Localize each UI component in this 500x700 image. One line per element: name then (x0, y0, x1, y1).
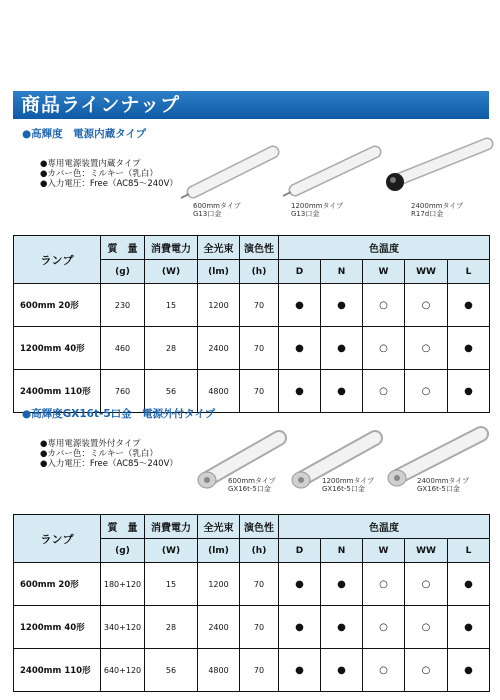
cell-ct-d: ● (279, 327, 321, 370)
cell-ct-n: ● (321, 370, 363, 413)
lamp-label-2400-builtin: 2400mmタイプ R17d口金 (411, 202, 464, 218)
ct-col-n: N (321, 539, 363, 563)
unit-flux: (lm) (198, 539, 240, 563)
cell-ra: 70 (240, 563, 279, 606)
cell-ra: 70 (240, 284, 279, 327)
bullet-input-voltage: ●入力電圧：Free（AC85～240V） (40, 459, 178, 469)
cell-ct-w: ○ (363, 327, 405, 370)
cell-ct-w: ○ (363, 370, 405, 413)
cell-ct-d: ● (279, 284, 321, 327)
cell-ra: 70 (240, 370, 279, 413)
cell-ct-n: ● (321, 327, 363, 370)
row-lamp-name: 1200mm 40形 (14, 327, 101, 370)
cell-power: 15 (145, 284, 198, 327)
cell-ct-l: ● (448, 606, 490, 649)
banner-title: 商品ラインナップ (21, 94, 181, 116)
header-color-rendering: 演色性 (240, 236, 279, 260)
table-row (14, 606, 490, 649)
header-color-temperature: 色温度 (279, 515, 490, 539)
bullet-cover-color: ●カバー色：ミルキー（乳白） (40, 169, 158, 179)
ct-col-l: L (448, 539, 490, 563)
cell-ct-l: ● (448, 563, 490, 606)
tube-600mm-g13 (181, 152, 273, 198)
cell-ct-d: ● (279, 606, 321, 649)
row-lamp-name: 2400mm 110形 (14, 370, 101, 413)
cell-flux: 1200 (198, 563, 240, 606)
cell-flux: 2400 (198, 606, 240, 649)
ct-col-n: N (321, 260, 363, 284)
cell-power: 56 (145, 370, 198, 413)
cell-ct-ww: ○ (405, 649, 448, 692)
cell-weight: 230 (101, 284, 145, 327)
row-lamp-name: 2400mm 110形 (14, 649, 101, 692)
table-row (14, 327, 490, 370)
row-lamp-name: 600mm 20形 (14, 563, 101, 606)
header-power: 消費電力 (145, 515, 198, 539)
cell-ct-ww: ○ (405, 327, 448, 370)
row-lamp-name: 1200mm 40形 (14, 606, 101, 649)
table-row (14, 284, 490, 327)
header-weight: 質 量 (101, 236, 145, 260)
bullet-power-type: ●専用電源装置外付タイプ (40, 439, 141, 449)
cell-ct-w: ○ (363, 649, 405, 692)
header-flux: 全光束 (198, 236, 240, 260)
header-weight: 質 量 (101, 515, 145, 539)
section-title-builtin-power: ●高輝度 電源内蔵タイプ (22, 128, 147, 140)
cell-ct-l: ● (448, 370, 490, 413)
row-lamp-name: 600mm 20形 (14, 284, 101, 327)
ct-col-w: W (363, 539, 405, 563)
spec-table-external (13, 514, 490, 692)
unit-power: (W) (145, 260, 198, 284)
table-row (14, 649, 490, 692)
cell-ra: 70 (240, 327, 279, 370)
cell-power: 15 (145, 563, 198, 606)
unit-flux: (lm) (198, 260, 240, 284)
lineup-banner (13, 91, 489, 119)
cell-flux: 1200 (198, 284, 240, 327)
ct-col-w: W (363, 260, 405, 284)
header-lamp: ランプ (14, 236, 101, 284)
lamp-label-1200-builtin: 1200mmタイプ G13口金 (291, 202, 344, 218)
cell-power: 56 (145, 649, 198, 692)
cell-ct-ww: ○ (405, 284, 448, 327)
header-color-rendering: 演色性 (240, 515, 279, 539)
unit-weight: (g) (101, 260, 145, 284)
cell-ct-n: ● (321, 606, 363, 649)
cell-weight: 640+120 (101, 649, 145, 692)
cell-weight: 760 (101, 370, 145, 413)
cell-ct-n: ● (321, 649, 363, 692)
lamp-label-600-external: 600mmタイプ GX16t-5口金 (228, 477, 276, 493)
cell-weight: 180+120 (101, 563, 145, 606)
spec-bullets-builtin (40, 159, 178, 189)
cell-flux: 4800 (198, 370, 240, 413)
lamp-label-2400-external: 2400mmタイプ GX16t-5口金 (417, 477, 470, 493)
ct-col-d: D (279, 539, 321, 563)
spec-table-builtin (13, 235, 490, 413)
cell-ra: 70 (240, 606, 279, 649)
cell-ct-w: ○ (363, 606, 405, 649)
cell-weight: 460 (101, 327, 145, 370)
cell-ra: 70 (240, 649, 279, 692)
lamp-label-1200-external: 1200mmタイプ GX16t-5口金 (322, 477, 375, 493)
section-title-external-power: ●高輝度GX16t-5口金 電源外付タイプ (22, 408, 216, 420)
cell-power: 28 (145, 327, 198, 370)
bullet-power-type: ●専用電源装置内蔵タイプ (40, 159, 141, 169)
cell-ct-w: ○ (363, 284, 405, 327)
ct-col-l: L (448, 260, 490, 284)
table-row (14, 563, 490, 606)
cell-ct-d: ● (279, 370, 321, 413)
cell-ct-ww: ○ (405, 563, 448, 606)
header-lamp: ランプ (14, 515, 101, 563)
cell-ct-l: ● (448, 649, 490, 692)
ct-col-ww: WW (405, 539, 448, 563)
cell-power: 28 (145, 606, 198, 649)
cell-ct-w: ○ (363, 563, 405, 606)
cell-ct-d: ● (279, 649, 321, 692)
header-flux: 全光束 (198, 515, 240, 539)
header-power: 消費電力 (145, 236, 198, 260)
ct-col-d: D (279, 260, 321, 284)
bullet-cover-color: ●カバー色：ミルキー（乳白） (40, 449, 158, 459)
spec-bullets-external (40, 439, 178, 469)
cell-ct-n: ● (321, 563, 363, 606)
unit-ra: (h) (240, 539, 279, 563)
unit-weight: (g) (101, 539, 145, 563)
cell-weight: 340+120 (101, 606, 145, 649)
cell-ct-ww: ○ (405, 370, 448, 413)
cell-flux: 2400 (198, 327, 240, 370)
cell-ct-n: ● (321, 284, 363, 327)
lamp-illustrations-builtin (175, 140, 495, 210)
cell-ct-ww: ○ (405, 606, 448, 649)
header-color-temperature: 色温度 (279, 236, 490, 260)
cell-ct-d: ● (279, 563, 321, 606)
tube-1200mm-g13 (283, 152, 375, 196)
ct-col-ww: WW (405, 260, 448, 284)
cell-ct-l: ● (448, 284, 490, 327)
unit-ra: (h) (240, 260, 279, 284)
lamp-label-600-builtin: 600mmタイプ G13口金 (193, 202, 241, 218)
cell-ct-l: ● (448, 327, 490, 370)
cell-flux: 4800 (198, 649, 240, 692)
tube-2400mm-r17d (386, 144, 487, 191)
unit-power: (W) (145, 539, 198, 563)
bullet-input-voltage: ●入力電圧：Free（AC85～240V） (40, 179, 178, 189)
